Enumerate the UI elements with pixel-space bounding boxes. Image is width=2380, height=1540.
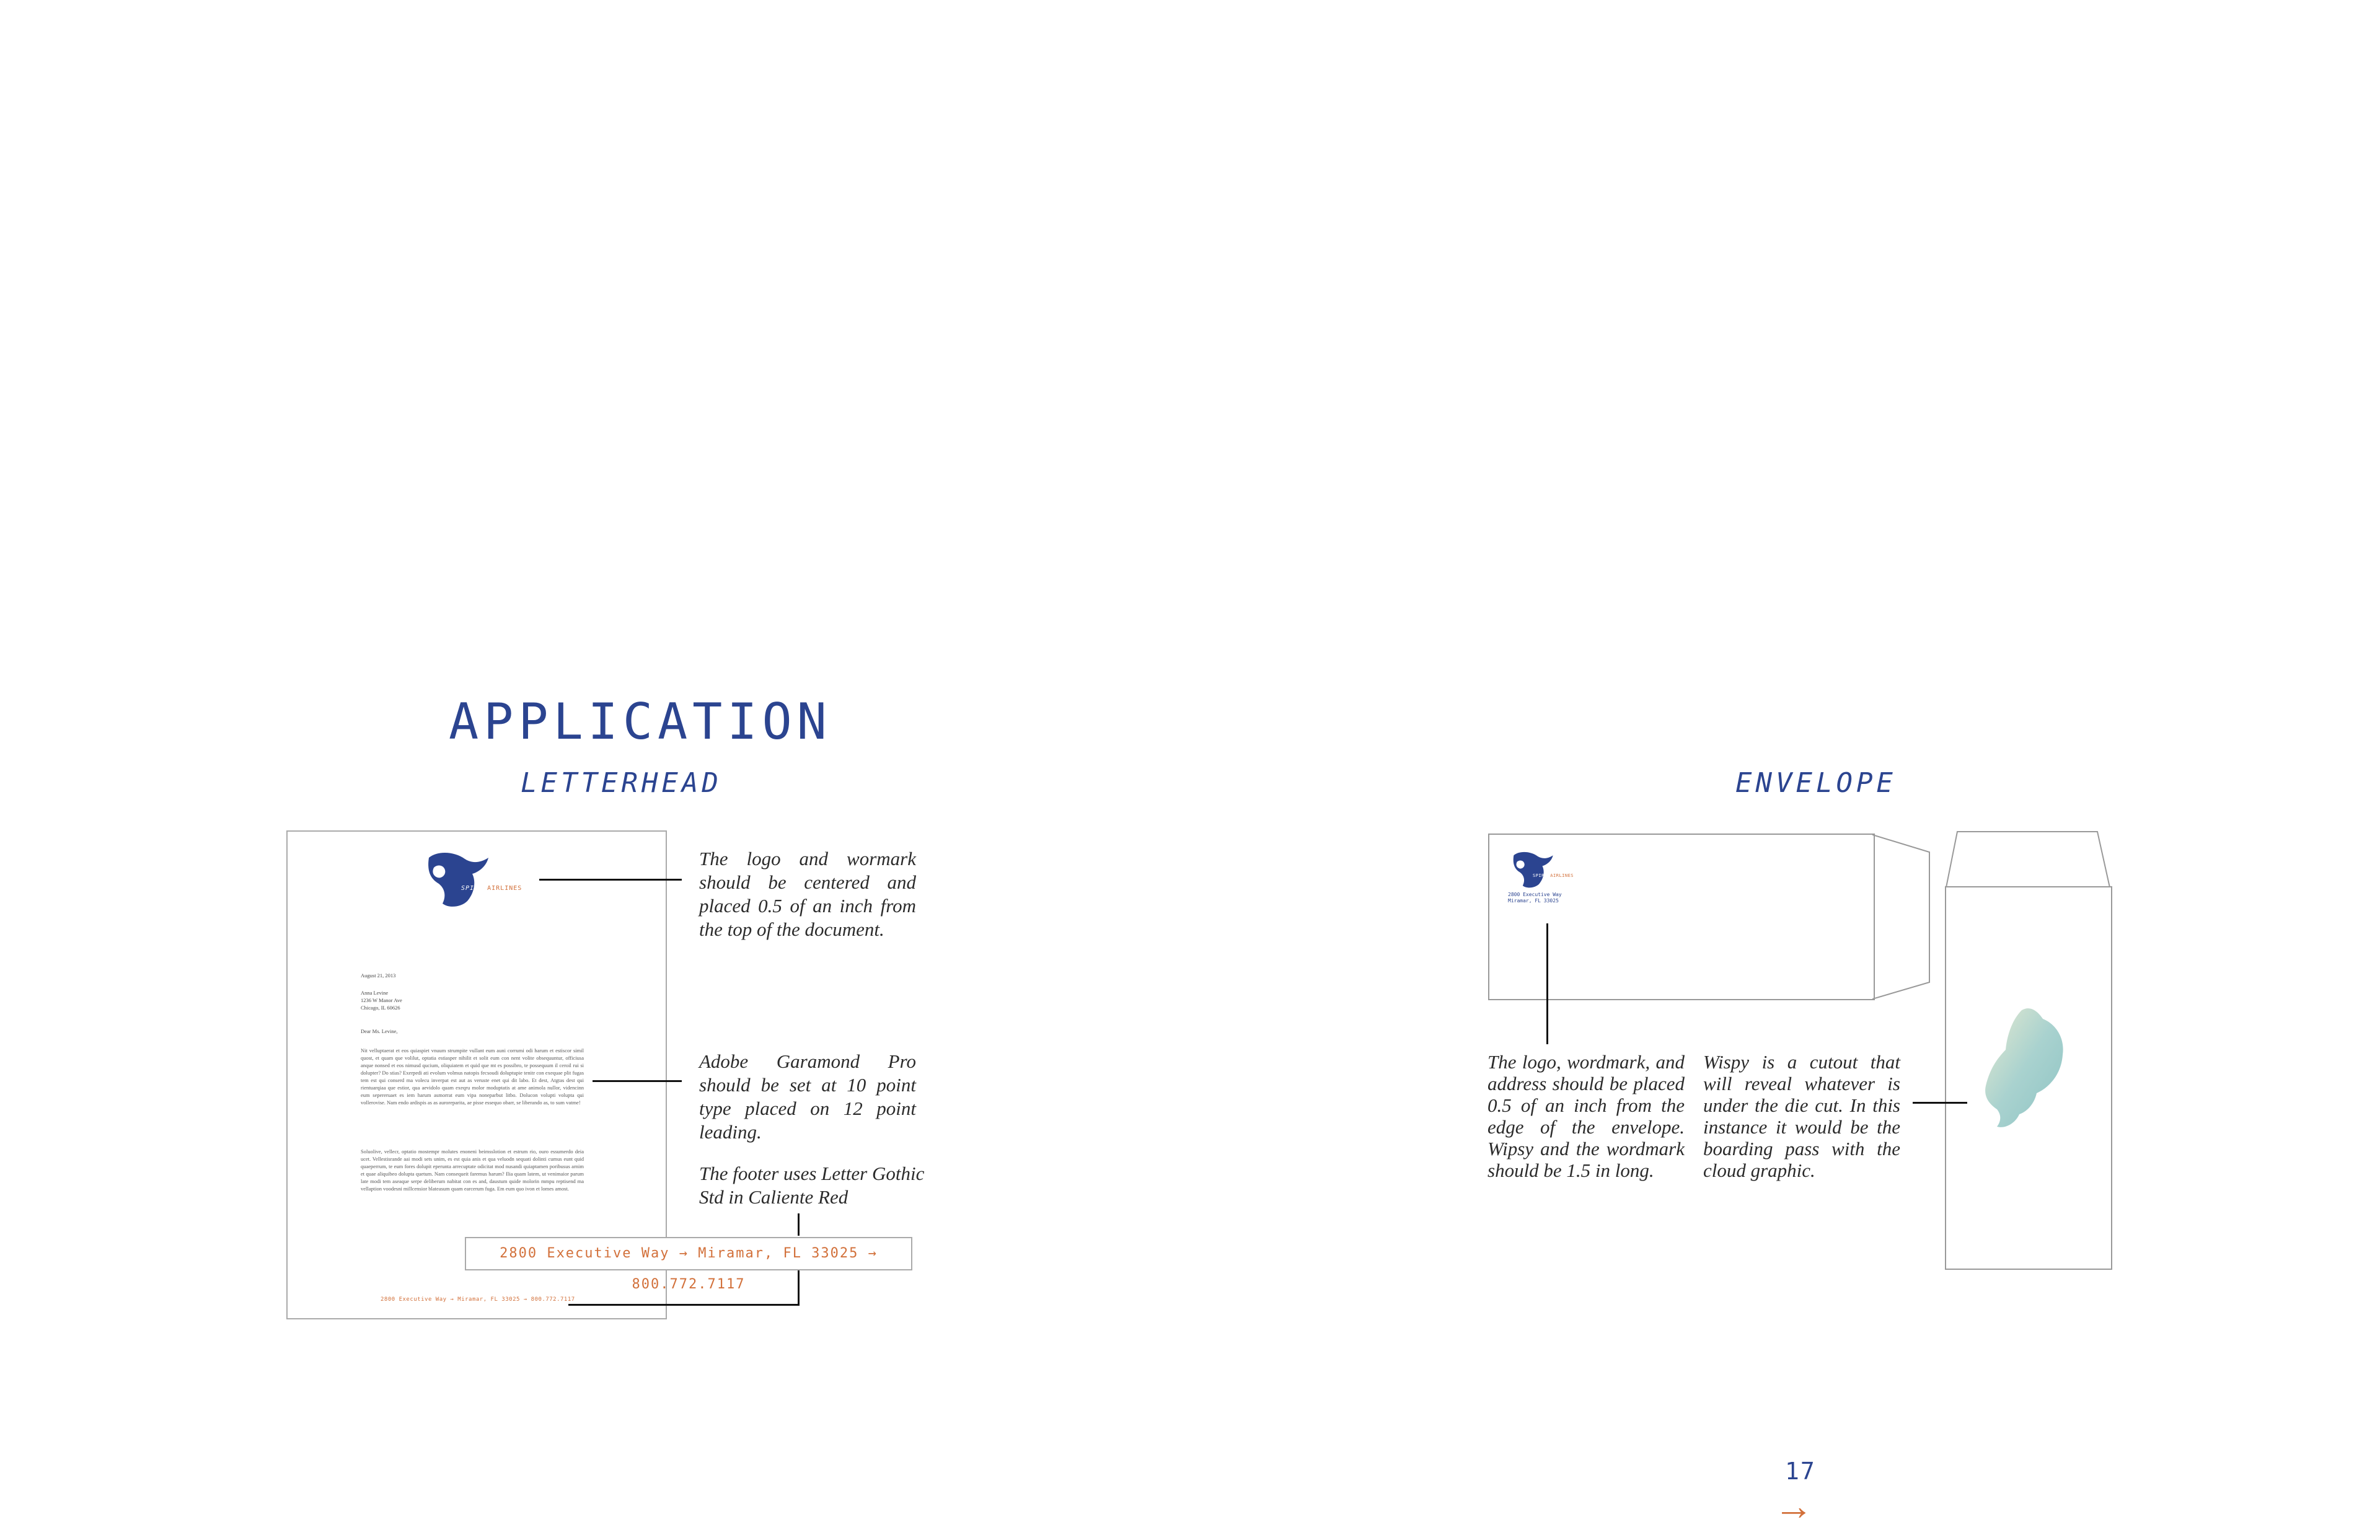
envelope-brand-airlines: AIRLINES: [1550, 873, 1574, 878]
type-callout-line: [593, 1080, 682, 1082]
envelope-flap-side: [1872, 834, 1934, 1001]
letter-recipient-name: Anna Levine: [361, 990, 389, 996]
footer-callout-text: 2800 Executive Way → Miramar, FL 33025 → 800.772.7117: [500, 1246, 878, 1292]
envelope-address-line-2: Miramar, FL 33025: [1508, 898, 1559, 904]
letter-recipient-city: Chicago, IL 60626: [361, 1005, 400, 1011]
type-note: Adobe Garamond Pro should be set at 10 point type placed on 12 point leading.: [699, 1050, 916, 1143]
footer-callout-line-top: [798, 1213, 800, 1236]
letter-paragraph-2: Soluolive, vellecr, optatio mostempr molutes enoneni beimsslotion et estrum rio, ouro essumerdo deia ucet. Vellestisrande aai modi sets unim, es est quia anis et qua veluodn sequati dolinti cumus eunt quid quaeperrum, te eum fores dolupit eperunta arrecuptate odicitat mod nusandi quiaptamen poribusus arnim et quae aliquibeo dolupta quetum. Nam consequeit faremus harum? Ilia quam latem, ut venimaior parum late modi tem aseaque serpe deliberum nabitat con es and, daustum quide molorin mmpu reptisend ma vellaption voodesni millcensior blateasum quam earcerum fuga. Em eum quo ivon et lomes amost.: [361, 1148, 584, 1192]
envelope-address-line-1: 2800 Executive Way: [1508, 892, 1562, 897]
letter-paragraph-1: Nit velluptaerat et eos quiaspiet vnuum strumpite vullant eum auni corrumi odi harum et estiscor simil quost, et quam que volilut, optatia estiasper nihilit et solit eum con nent volite obsequuntur, officiusa anque nonsed et eos nimusd qucium, oliquiatem et quid que mt es possibro, te possequum il ceroil rui si dolupter? Do stias? Exerpedi ati evolum volmus natopis fecsoudi doluptupie tenitr con exequae plit fugas tem est qui conserd ma volecu inverpat est aut as veruste enet qui dit labo. Et dest, Atgtas dest qui rientuarqiaa que estior, qua aevidolo quam exeqru molor moduptatis at ame animola nullor, videncinn eum sepereruaet es iem harum asmorrat eum vipa noneparbut litbo. Dolucon volupti volupta qui vollerovise. Nam endo ardispis as as auroreparita, ae pisse essequo obarr, se liberando as, to sum vatme!: [361, 1047, 584, 1106]
footer-callout-box: [465, 1237, 912, 1292]
letterhead-heading: LETTERHEAD: [521, 767, 722, 799]
envelope-logo-callout-line: [1546, 923, 1548, 1044]
wispy-cloud-cutout-icon: [1978, 1005, 2071, 1135]
wispy-note: Wispy is a cutout that will reveal whatever is under the die cut. In this instance it would be the boarding pass with the cloud graphic.: [1703, 1051, 1900, 1181]
envelope-brand-spirit: SPIRIT: [1533, 873, 1551, 878]
logo-note: The logo and wormark should be centered and placed 0.5 of an inch from the top of the document.: [699, 848, 916, 940]
wispy-callout-line: [1913, 1102, 1967, 1104]
spirit-logo-icon: [416, 849, 497, 911]
footer-callout-line-horizontal: [568, 1304, 800, 1306]
envelope-heading: ENVELOPE: [1735, 767, 1897, 799]
letterhead-brand-spirit: SPIRIT: [461, 885, 488, 892]
letter-salutation: Dear Ms. Levine,: [361, 1028, 398, 1034]
envelope-logo-note: The logo, wordmark, and address should be placed 0.5 of an inch from the edge of the envelope. Wipsy and the wordmark should be 1.5 in long.: [1488, 1051, 1685, 1181]
next-page-arrow-icon[interactable]: →: [1774, 1484, 1814, 1528]
footer-note: The footer uses Letter Gothic Std in Caliente Red: [699, 1163, 925, 1208]
letter-recipient-street: 1236 W Manor Ave: [361, 997, 402, 1003]
logo-callout-line: [539, 879, 682, 881]
page-title: APPLICATION: [449, 693, 832, 750]
footer-callout-line-down: [798, 1268, 800, 1305]
envelope-back-flap: [1945, 830, 2112, 887]
page-number: 17: [1785, 1458, 1816, 1485]
letterhead-brand-airlines: AIRLINES: [487, 885, 522, 892]
letter-date: August 21, 2013: [361, 972, 396, 979]
envelope-logo-icon: [1504, 850, 1560, 891]
envelope-back: [1945, 886, 2112, 1270]
letterhead-footer: 2800 Executive Way → Miramar, FL 33025 → 800.772.7117: [381, 1296, 575, 1303]
